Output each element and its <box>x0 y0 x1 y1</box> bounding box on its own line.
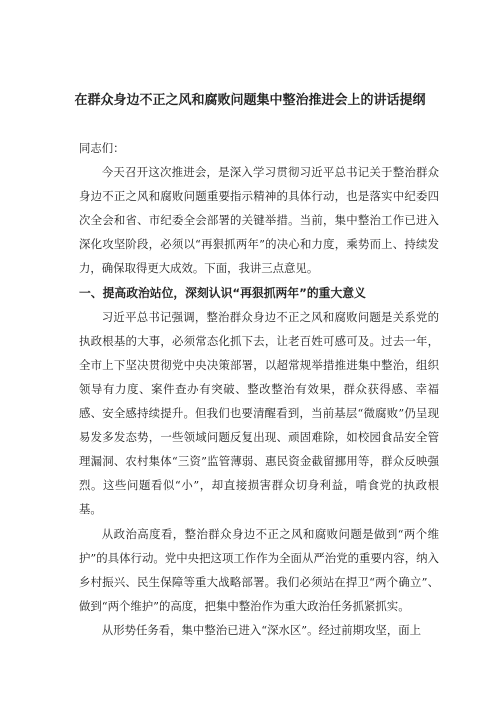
section-heading: 一、提高政治站位，深刻认识“再狠抓两年”的重大意义 <box>79 285 366 300</box>
document-body <box>79 136 439 642</box>
section-paragraph: 从政治高度看，整治群众身边不正之风和腐败问题是做到“两个维护”的具体行动。党中央把这项工作作为全面从严治党的重要内容，纳入乡村振兴、民生保障等重大战略部署。我们必须站在捍卫“两个确立”、做到“两个维护”的高度，把集中整治作为重大政治任务抓紧抓实。 <box>79 526 439 613</box>
intro-paragraph: 今天召开这次推进会，是深入学习贯彻习近平总书记关于整治群众身边不正之风和腐败问题重要指示精神的具体行动，也是落实中纪委四次全会和省、市纪委全会部署的关键举措。当前，集中整治工作已进入深化攻坚阶段，必须以“再狠抓两年”的决心和力度，乘势而上、持续发力，确保取得更大成效。下面，我讲三点意见。 <box>79 165 439 276</box>
document-title: 在群众身边不正之风和腐败问题集中整治推进会上的讲话提纲 <box>74 93 426 108</box>
section-paragraph: 从形势任务看，集中整治已进入“深水区”。经过前期攻坚，面上 <box>101 622 421 637</box>
salutation: 同志们： <box>79 141 125 155</box>
section-paragraph: 习近平总书记强调，整治群众身边不正之风和腐败问题是关系党的执政根基的大事，必须常态化抓下去，让老百姓可感可及。过去一年，全市上下坚决贯彻党中央决策部署，以超常规举措推进集中整治，组织领导有力度、案件查办有突破、整改整治有效果，群众获得感、幸福感、安全感持续提升。但我们也要清醒看到，当前基层“微腐败”仍呈现易发多发态势，一些领域问题反复出现、顽固难除，如校园食品安全管理漏洞、农村集体“三资”监管薄弱、惠民资金截留挪用等，群众反映强烈。这些问题看似“小”，却直接损害群众切身利益，啃食党的执政根基。 <box>79 309 439 517</box>
